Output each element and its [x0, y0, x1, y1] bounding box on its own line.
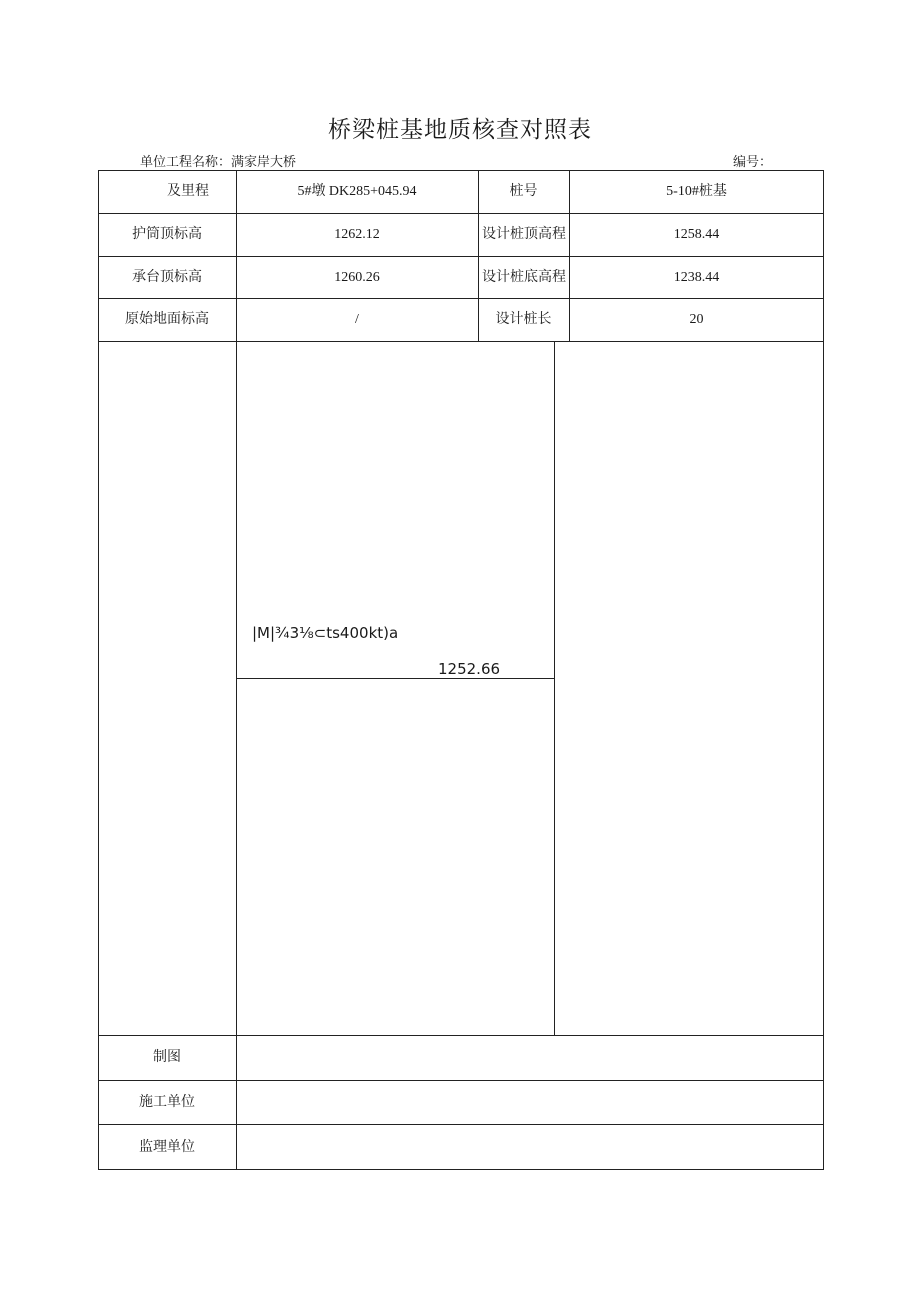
- design-pile-length-value: 20: [689, 312, 704, 327]
- design-pile-top-value: 1258.44: [673, 227, 720, 242]
- drawn-by-label: 制图: [153, 1050, 181, 1065]
- drawing-divider: [554, 341, 555, 1035]
- construction-unit-label: 施工单位: [139, 1094, 195, 1110]
- construction-unit-value[interactable]: [236, 1080, 824, 1124]
- pile-number-value: 5-10#桩基: [666, 184, 727, 199]
- casing-top-elevation-value: 1262.12: [334, 227, 380, 242]
- elevation-line: [236, 678, 555, 679]
- mileage-value: 5#墩 DK285+045.94: [297, 184, 417, 199]
- drawn-by-value[interactable]: [236, 1035, 824, 1080]
- design-pile-length-label: 设计桩长: [495, 312, 552, 327]
- supervision-unit-label: 监理单位: [139, 1139, 195, 1155]
- mileage-label: 及里程: [167, 184, 209, 199]
- design-pile-bottom-value: 1238.44: [673, 269, 720, 285]
- drawing-annotation: |M|¾3⅛⊂ts400kt)a: [252, 624, 399, 642]
- cap-top-elevation-value: 1260.26: [334, 269, 380, 285]
- cap-top-elevation-label: 承台顶标高: [132, 269, 202, 285]
- design-pile-top-label: 设计桩顶高程: [482, 227, 566, 242]
- unit-project-name: 单位工程名称：满家岸大桥: [140, 154, 297, 169]
- original-ground-elevation-value: /: [355, 312, 359, 327]
- row-divider: [98, 341, 824, 342]
- drawing-elevation: 1252.66: [438, 660, 501, 678]
- pile-number-label: 桩号: [509, 184, 538, 199]
- design-pile-bottom-label: 设计桩底高程: [482, 269, 566, 285]
- original-ground-elevation-label: 原始地面标高: [125, 312, 209, 327]
- supervision-unit-value[interactable]: [236, 1124, 824, 1170]
- serial-number-label: 编号：: [733, 154, 773, 169]
- casing-top-elevation-label: 护筒顶标高: [132, 227, 202, 242]
- page-title: 桥梁桩基地质核查对照表: [328, 117, 592, 142]
